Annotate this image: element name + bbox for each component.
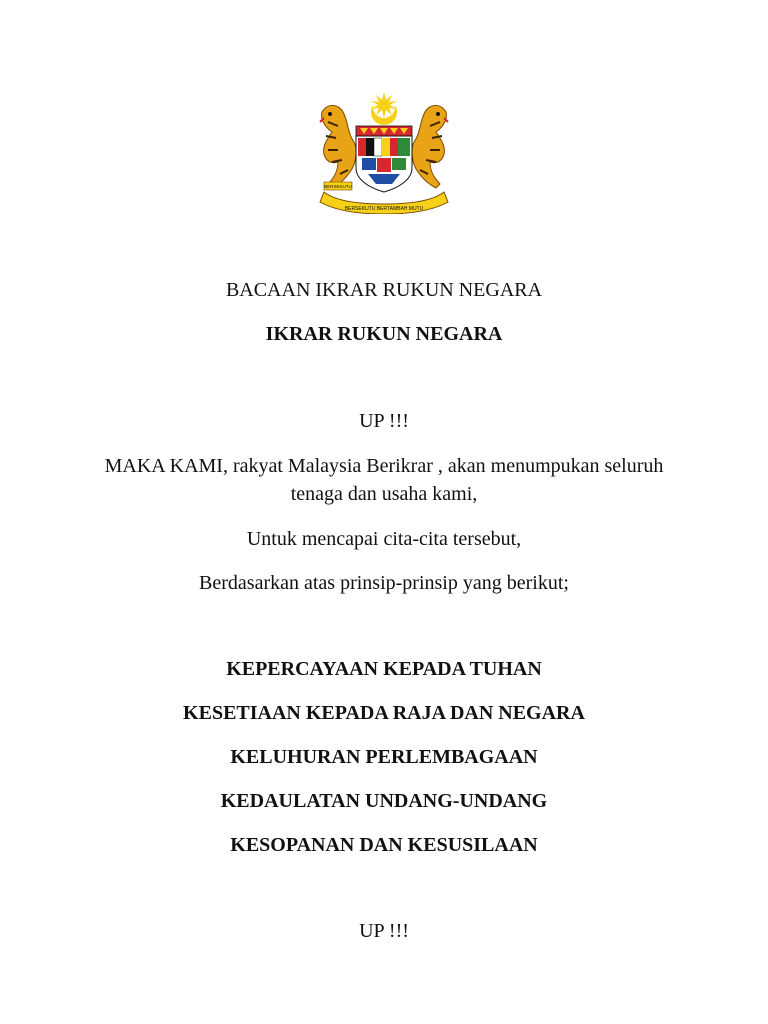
motto-text: BERSEKUTU BERTAMBAH MUTU xyxy=(344,206,424,212)
right-tiger-icon xyxy=(412,105,448,188)
pledge-paragraph-1: MAKA KAMI, rakyat Malaysia Berikrar , akan menumpukan seluruh tenaga dan usaha kami, xyxy=(104,455,664,505)
call-up-second: UP !!! xyxy=(359,920,409,942)
pledge-paragraph-3: Berdasarkan atas prinsip-prinsip yang berikut; xyxy=(199,572,569,594)
document-heading: BACAAN IKRAR RUKUN NEGARA xyxy=(225,279,543,301)
principle-2: KESETIAAN KEPADA RAJA DAN NEGARA xyxy=(183,702,585,724)
call-up-first: UP !!! xyxy=(359,410,409,432)
principle-1: KEPERCAYAAN KEPADA TUHAN xyxy=(226,658,542,680)
principle-4: KEDAULATAN UNDANG-UNDANG xyxy=(220,790,548,812)
coat-of-arms-emblem xyxy=(314,92,454,214)
motto-left-text: BERSEKUTU xyxy=(324,184,352,189)
crescent-star-icon xyxy=(371,92,397,125)
document-title: IKRAR RUKUN NEGARA xyxy=(265,323,503,345)
left-tiger-icon xyxy=(320,105,356,188)
pledge-paragraph-2: Untuk mencapai cita-cita tersebut, xyxy=(246,528,522,550)
principle-3: KELUHURAN PERLEMBAGAAN xyxy=(230,746,538,768)
shield-icon xyxy=(356,126,412,192)
principle-5: KESOPANAN DAN KESUSILAAN xyxy=(230,834,538,856)
